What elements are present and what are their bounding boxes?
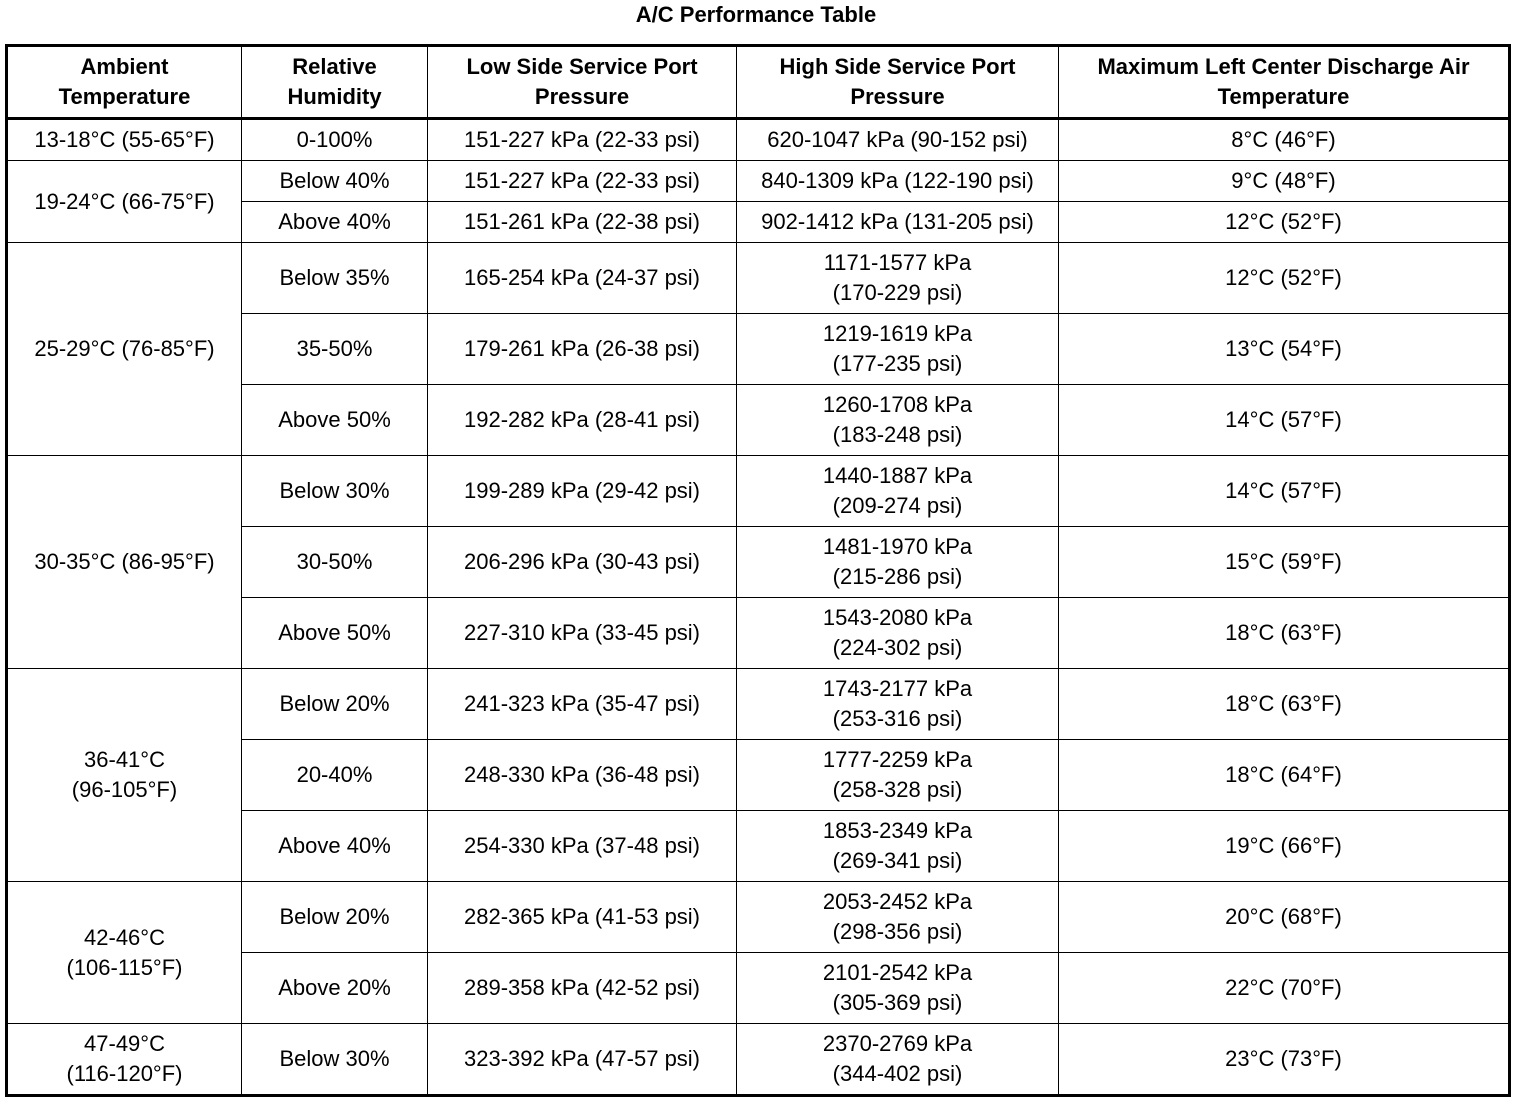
high-pressure-cell: 1777-2259 kPa (258-328 psi) [737,740,1059,811]
ambient-cell: 25-29°C (76-85°F) [7,243,242,456]
ambient-cell: 47-49°C (116-120°F) [7,1024,242,1096]
header-ambient-temperature: Ambient Temperature [7,46,242,119]
humidity-cell: Above 50% [242,385,428,456]
table-row [7,456,1510,527]
ambient-cell: 30-35°C (86-95°F) [7,456,242,669]
high-pressure-cell: 1440-1887 kPa (209-274 psi) [737,456,1059,527]
high-pressure-cell: 620-1047 kPa (90-152 psi) [737,119,1059,161]
humidity-cell: Above 40% [242,811,428,882]
discharge-temp-cell: 14°C (57°F) [1059,456,1510,527]
humidity-cell: Above 20% [242,953,428,1024]
discharge-temp-cell: 18°C (63°F) [1059,598,1510,669]
header-max-discharge-temperature: Maximum Left Center Discharge Air Temperature [1059,46,1510,119]
low-pressure-cell: 206-296 kPa (30-43 psi) [428,527,737,598]
discharge-temp-cell: 15°C (59°F) [1059,527,1510,598]
humidity-cell: Below 20% [242,882,428,953]
low-pressure-cell: 227-310 kPa (33-45 psi) [428,598,737,669]
low-pressure-cell: 289-358 kPa (42-52 psi) [428,953,737,1024]
humidity-cell: Below 30% [242,1024,428,1096]
ambient-cell: 19-24°C (66-75°F) [7,161,242,243]
high-pressure-cell: 1481-1970 kPa (215-286 psi) [737,527,1059,598]
low-pressure-cell: 151-227 kPa (22-33 psi) [428,119,737,161]
header-relative-humidity: Relative Humidity [242,46,428,119]
ambient-cell: 13-18°C (55-65°F) [7,119,242,161]
discharge-temp-cell: 18°C (64°F) [1059,740,1510,811]
low-pressure-cell: 192-282 kPa (28-41 psi) [428,385,737,456]
humidity-cell: 20-40% [242,740,428,811]
high-pressure-cell: 2053-2452 kPa (298-356 psi) [737,882,1059,953]
discharge-temp-cell: 19°C (66°F) [1059,811,1510,882]
low-pressure-cell: 151-261 kPa (22-38 psi) [428,202,737,243]
ac-performance-table [5,44,1511,1097]
discharge-temp-cell: 12°C (52°F) [1059,202,1510,243]
ambient-cell: 36-41°C (96-105°F) [7,669,242,882]
humidity-cell: 30-50% [242,527,428,598]
table-row [7,882,1510,953]
table-row [7,1024,1510,1096]
high-pressure-cell: 1743-2177 kPa (253-316 psi) [737,669,1059,740]
high-pressure-cell: 902-1412 kPa (131-205 psi) [737,202,1059,243]
humidity-cell: 35-50% [242,314,428,385]
humidity-cell: Above 50% [242,598,428,669]
humidity-cell: Below 40% [242,161,428,202]
low-pressure-cell: 199-289 kPa (29-42 psi) [428,456,737,527]
discharge-temp-cell: 18°C (63°F) [1059,669,1510,740]
discharge-temp-cell: 23°C (73°F) [1059,1024,1510,1096]
low-pressure-cell: 241-323 kPa (35-47 psi) [428,669,737,740]
high-pressure-cell: 1543-2080 kPa (224-302 psi) [737,598,1059,669]
low-pressure-cell: 165-254 kPa (24-37 psi) [428,243,737,314]
high-pressure-cell: 1171-1577 kPa (170-229 psi) [737,243,1059,314]
discharge-temp-cell: 13°C (54°F) [1059,314,1510,385]
discharge-temp-cell: 20°C (68°F) [1059,882,1510,953]
humidity-cell: Above 40% [242,202,428,243]
discharge-temp-cell: 8°C (46°F) [1059,119,1510,161]
low-pressure-cell: 248-330 kPa (36-48 psi) [428,740,737,811]
low-pressure-cell: 282-365 kPa (41-53 psi) [428,882,737,953]
discharge-temp-cell: 14°C (57°F) [1059,385,1510,456]
discharge-temp-cell: 9°C (48°F) [1059,161,1510,202]
table-title: A/C Performance Table [635,2,877,27]
header-low-side-pressure: Low Side Service Port Pressure [428,46,737,119]
header-row [7,46,1510,119]
discharge-temp-cell: 22°C (70°F) [1059,953,1510,1024]
high-pressure-cell: 2101-2542 kPa (305-369 psi) [737,953,1059,1024]
header-high-side-pressure: High Side Service Port Pressure [737,46,1059,119]
low-pressure-cell: 323-392 kPa (47-57 psi) [428,1024,737,1096]
low-pressure-cell: 179-261 kPa (26-38 psi) [428,314,737,385]
high-pressure-cell: 1219-1619 kPa (177-235 psi) [737,314,1059,385]
high-pressure-cell: 840-1309 kPa (122-190 psi) [737,161,1059,202]
table-row [7,161,1510,202]
humidity-cell: 0-100% [242,119,428,161]
low-pressure-cell: 151-227 kPa (22-33 psi) [428,161,737,202]
ambient-cell: 42-46°C (106-115°F) [7,882,242,1024]
high-pressure-cell: 1260-1708 kPa (183-248 psi) [737,385,1059,456]
table-row [7,669,1510,740]
low-pressure-cell: 254-330 kPa (37-48 psi) [428,811,737,882]
humidity-cell: Below 35% [242,243,428,314]
high-pressure-cell: 2370-2769 kPa (344-402 psi) [737,1024,1059,1096]
humidity-cell: Below 20% [242,669,428,740]
discharge-temp-cell: 12°C (52°F) [1059,243,1510,314]
humidity-cell: Below 30% [242,456,428,527]
table-row [7,119,1510,161]
high-pressure-cell: 1853-2349 kPa (269-341 psi) [737,811,1059,882]
table-row [7,243,1510,314]
